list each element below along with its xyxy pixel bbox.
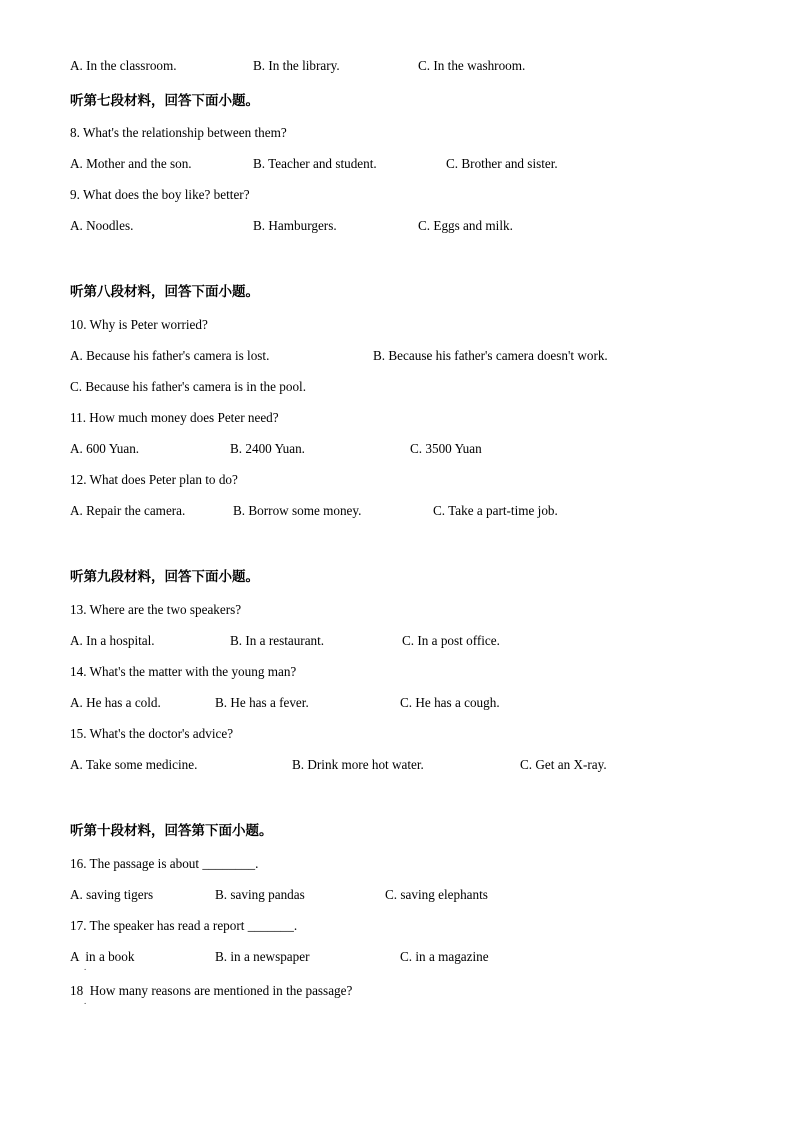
question-15: 15. What's the doctor's advice? bbox=[70, 726, 234, 741]
option-b: B. He has a fever. bbox=[215, 695, 309, 710]
options-row-17 bbox=[70, 949, 730, 965]
question-17: 17. The speaker has read a report _______. bbox=[70, 918, 298, 933]
options-row bbox=[70, 58, 730, 80]
options-row-8 bbox=[70, 156, 730, 172]
section-heading-9: 听第九段材料，回答下面小题。 bbox=[70, 569, 259, 585]
option-c: C. Brother and sister. bbox=[446, 156, 558, 171]
section-heading-7: 听第七段材料，回答下面小题。 bbox=[70, 93, 259, 109]
option-b: B. Borrow some money. bbox=[233, 503, 362, 518]
option-c: C. saving elephants bbox=[385, 887, 488, 902]
question-16: 16. The passage is about ________. bbox=[70, 856, 259, 871]
option-a: A. Take some medicine. bbox=[70, 757, 198, 772]
options-row-14 bbox=[70, 695, 730, 711]
question-18: 18 How many reasons are mentioned in the passage? bbox=[70, 983, 353, 998]
option-a: A. Mother and the son. bbox=[70, 156, 192, 171]
stray-mark-17: . bbox=[84, 962, 87, 972]
option-c: C. in a magazine bbox=[400, 949, 489, 964]
option-b: B. Teacher and student. bbox=[253, 156, 377, 171]
option-c-10: C. Because his father's camera is in the pool. bbox=[70, 379, 307, 394]
option-c: C. 3500 Yuan bbox=[410, 441, 482, 456]
option-c: C. In the washroom. bbox=[418, 58, 526, 73]
option-b: B. Drink more hot water. bbox=[292, 757, 424, 772]
option-b: B. saving pandas bbox=[215, 887, 305, 902]
option-c: C. Get an X-ray. bbox=[520, 757, 607, 772]
option-b: B. Because his father's camera doesn't work. bbox=[373, 348, 608, 363]
option-b: B. In a restaurant. bbox=[230, 633, 325, 648]
section-heading-8: 听第八段材料，回答下面小题。 bbox=[70, 284, 259, 300]
option-a: A. Because his father's camera is lost. bbox=[70, 348, 270, 363]
option-c: C. In a post office. bbox=[402, 633, 500, 648]
question-10: 10. Why is Peter worried? bbox=[70, 317, 208, 332]
document-body bbox=[70, 58, 730, 1006]
options-row-12 bbox=[70, 503, 730, 519]
option-b: B. Hamburgers. bbox=[253, 218, 337, 233]
option-a: A. In a hospital. bbox=[70, 633, 155, 648]
option-b: B. in a newspaper bbox=[215, 949, 310, 964]
option-a: A. 600 Yuan. bbox=[70, 441, 140, 456]
options-row-11 bbox=[70, 441, 730, 457]
question-9: 9. What does the boy like? better? bbox=[70, 187, 250, 202]
options-row-15 bbox=[70, 757, 730, 773]
option-c: C. Eggs and milk. bbox=[418, 218, 513, 233]
question-13: 13. Where are the two speakers? bbox=[70, 602, 242, 617]
option-b: B. 2400 Yuan. bbox=[230, 441, 305, 456]
option-c: C. Take a part-time job. bbox=[433, 503, 558, 518]
options-row-10 bbox=[70, 348, 730, 364]
options-row-9 bbox=[70, 218, 730, 234]
option-a: A in a book bbox=[70, 949, 135, 964]
option-a: A. Noodles. bbox=[70, 218, 134, 233]
question-11: 11. How much money does Peter need? bbox=[70, 410, 279, 425]
question-12: 12. What does Peter plan to do? bbox=[70, 472, 238, 487]
options-row-13 bbox=[70, 633, 730, 649]
options-row-16 bbox=[70, 887, 730, 903]
option-a: A. He has a cold. bbox=[70, 695, 161, 710]
option-a: A. saving tigers bbox=[70, 887, 154, 902]
option-a: A. Repair the camera. bbox=[70, 503, 186, 518]
question-14: 14. What's the matter with the young man? bbox=[70, 664, 297, 679]
option-b: B. In the library. bbox=[253, 58, 340, 73]
option-c: C. He has a cough. bbox=[400, 695, 500, 710]
option-a: A. In the classroom. bbox=[70, 58, 177, 73]
question-8: 8. What's the relationship between them? bbox=[70, 125, 287, 140]
stray-mark-18: . bbox=[84, 996, 87, 1006]
section-heading-10: 听第十段材料，回答第下面小题。 bbox=[70, 823, 273, 839]
